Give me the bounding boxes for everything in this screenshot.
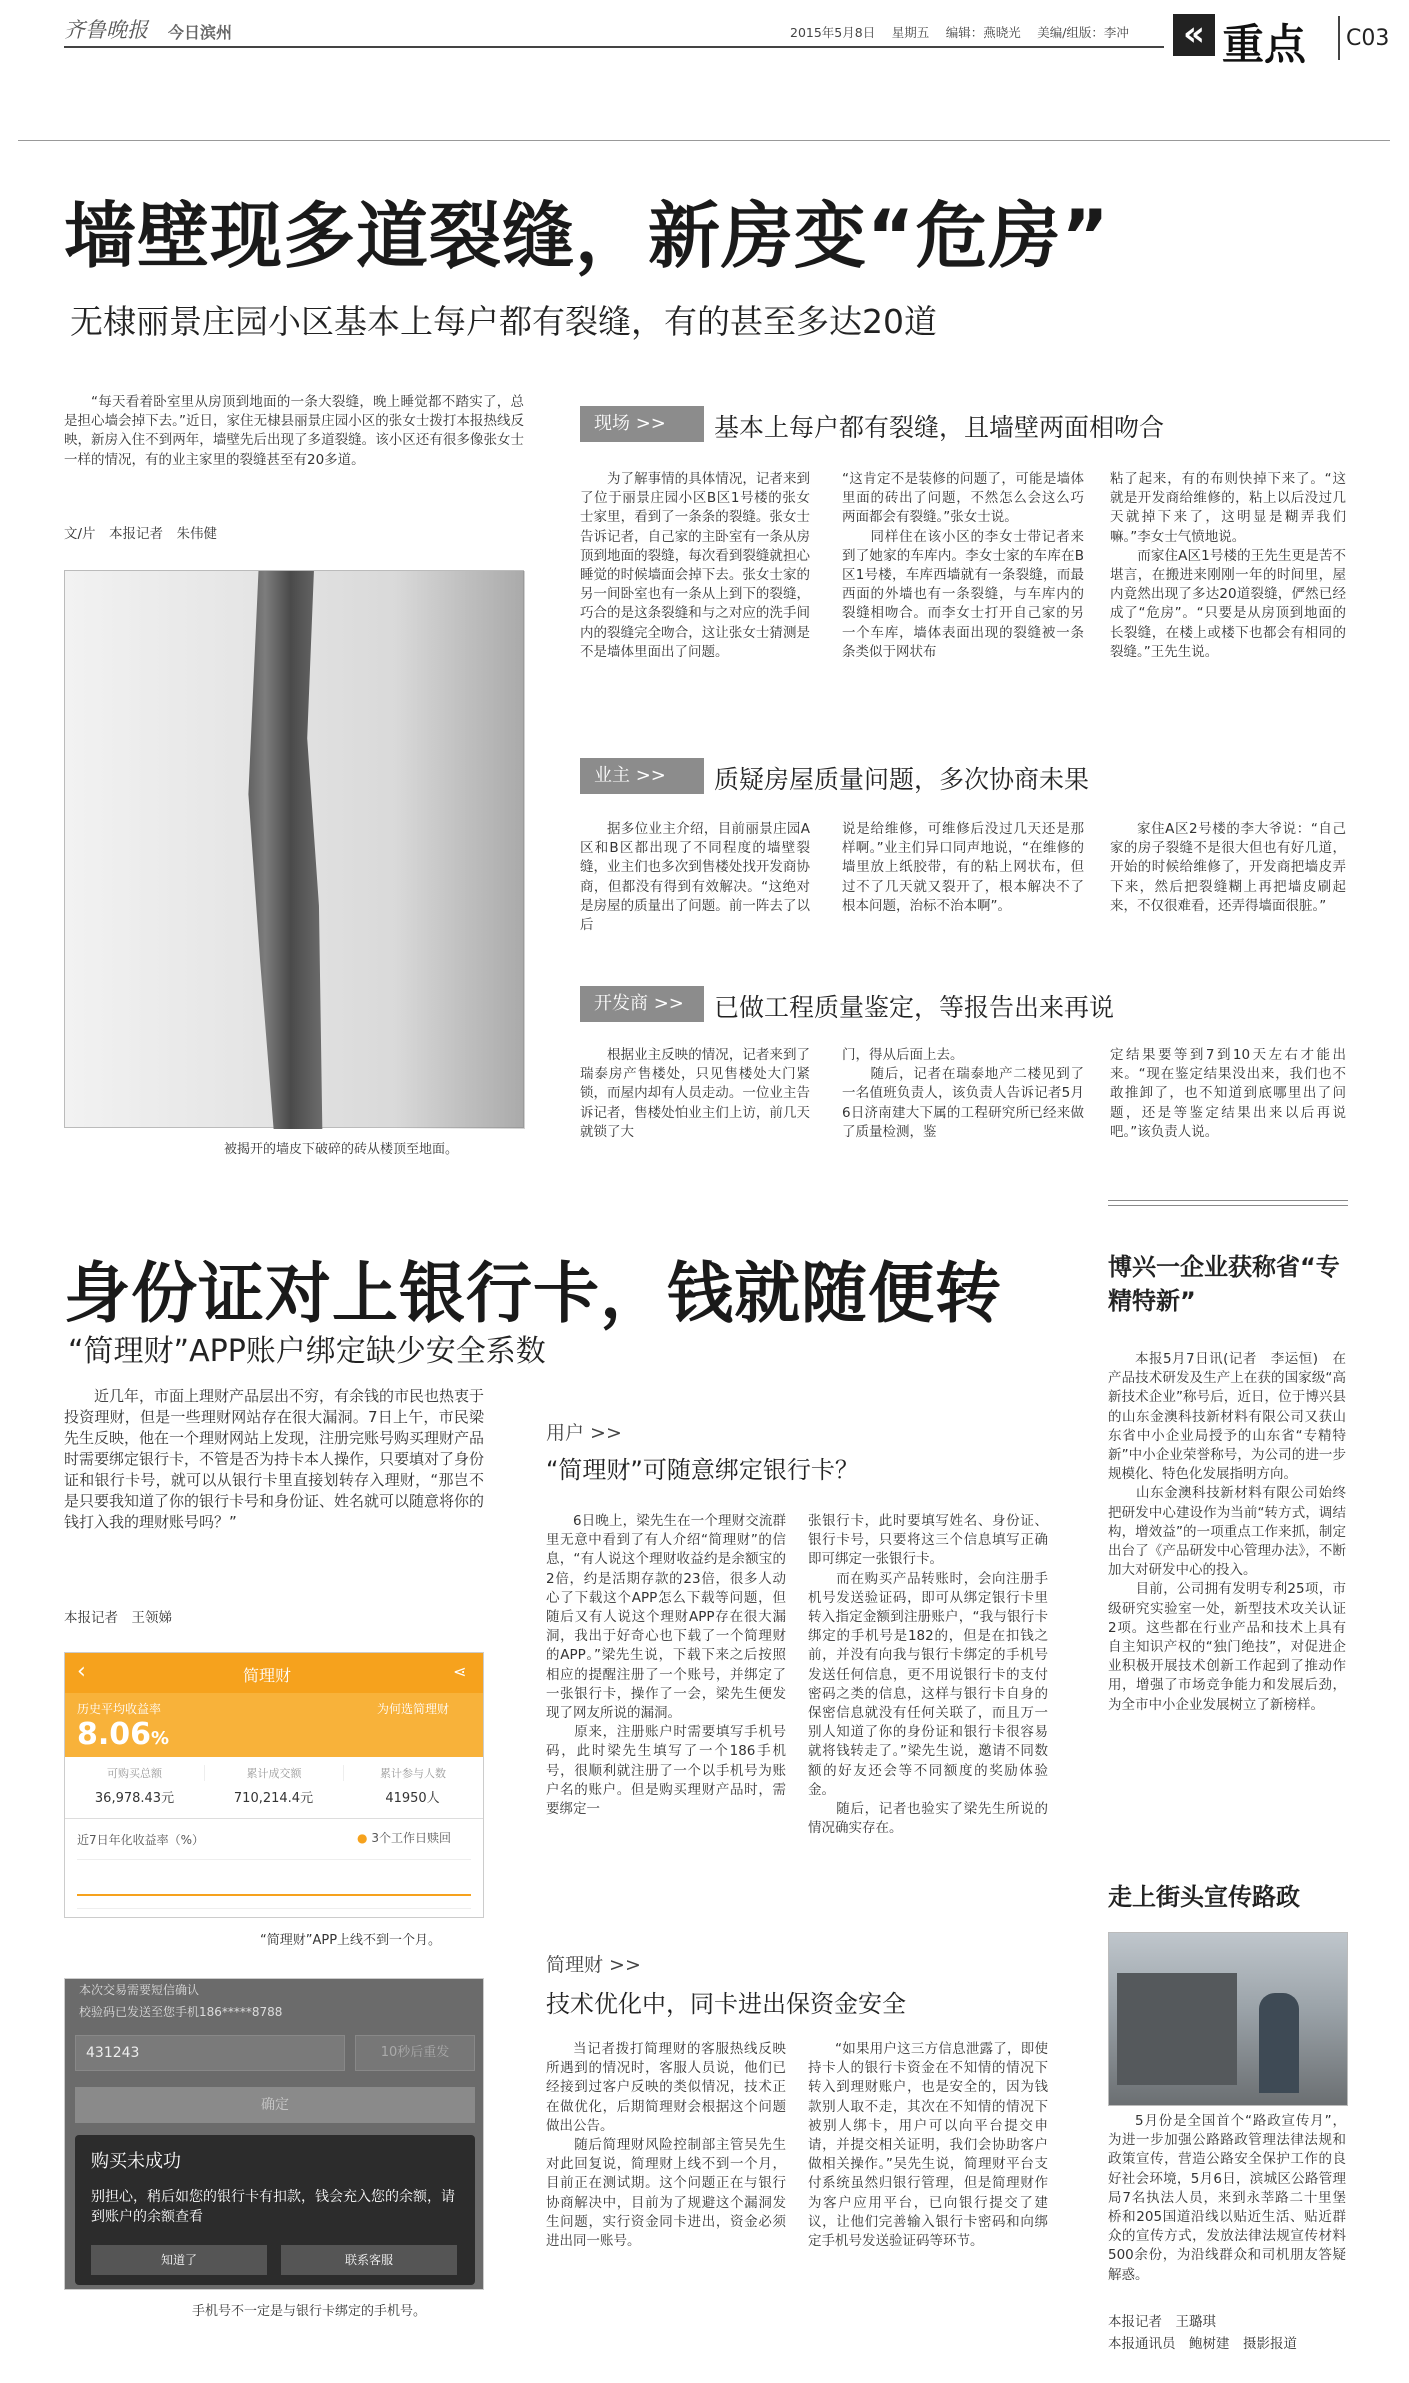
stat-value-1: 36,978.43元: [94, 1791, 175, 1806]
heading-scene: 基本上每户都有裂缝，且墙壁两面相吻合: [714, 413, 1165, 442]
app-screenshot-home: [64, 1652, 484, 1918]
sidebar2-byline1: 本报记者 王璐琪: [1108, 2314, 1216, 2330]
photo-caption: 被揭开的墙皮下破碎的砖从楼顶至地面。: [224, 1142, 459, 1157]
double-chevron-icon: «: [1173, 14, 1215, 56]
confirm-button[interactable]: 确定: [75, 2087, 475, 2123]
redeem-note-text: 3个工作日赎回: [371, 1831, 451, 1845]
why-link[interactable]: 为何选简理财: [377, 1702, 450, 1716]
designer: 美编/组版：李冲: [1037, 25, 1129, 40]
scene-col1: 为了解事情的具体情况，记者来到了位于丽景庄园小区B区1号楼的张女士家里，看到了一条条的裂缝。张女士告诉记者，自己家的主卧室有一条从房顶到地面的裂缝，每次看到裂缝就担心睡觉的时候墙面会掉下去。张女士家的另一间卧室也有一条从上到下的裂缝，巧合的是这条裂缝和与之对应的洗手间内的裂缝完全吻合，这让张女士猜测是不是墙体里面出了问题。: [580, 471, 810, 660]
jianlicai-col1: 当记者拨打简理财的客服热线反映所遇到的情况时，客服人员说，他们已经接到过客户反映的类似情况，技术正在做优化，后期简理财会根据这个问题做出公告。 随后简理财风险控制部主管吴先生对此回复说，简理财上线不到一个月，目前正在测试期。这个问题正在与银行协商解决中，目前为了规避这个漏洞发生问题，实行资金同卡进出，资金必须进出同一账号。: [546, 2041, 786, 2250]
heading-jianlicai: 技术优化中，同卡进出保资金安全: [546, 1990, 906, 2018]
clock-icon: ●: [357, 1831, 368, 1845]
stat-value-2: 710,214.4元: [233, 1791, 314, 1806]
fail-dialog: [75, 2135, 475, 2285]
back-arrow-icon[interactable]: ‹: [77, 1659, 86, 1684]
app-screenshot-fail: [64, 1978, 484, 2290]
top-rule: [18, 140, 1390, 141]
story2-subtitle: “简理财”APP账户绑定缺少安全系数: [68, 1334, 546, 1369]
crack-shape: [240, 571, 324, 1129]
stat-value-3: 41950人: [385, 1791, 440, 1806]
story2-title: 身份证对上银行卡，钱就随便转: [64, 1255, 1002, 1332]
user-col2: 张银行卡，此时要填写姓名、身份证、银行卡号，只要将这三个信息填写正确即可绑定一张银行卡。 而在购买产品转账时，会向注册手机号发送验证码，即可从绑定银行卡里转入指定金额到注册账户，“我与银行卡绑定的手机号是182的，但是在扣钱之前，并没有向我与银行卡绑定的手机号发送任何信息，更不用说银行卡的支付密码之类的信息，这样与银行卡自身的保密信息就没有任何关联了，而且万一别人知道了你的身份证和银行卡很容易就将钱转走了。”梁先生说，邀请不同数额的好友还会等不同额度的奖励体验金。 随后，记者也验实了梁先生所说的情况确实存在。: [808, 1513, 1048, 1837]
cracked-wall-photo: [64, 570, 524, 1128]
scene-col2: “这肯定不是装修的问题了，可能是墙体里面的砖出了问题，不然怎么会这么巧两面都会有裂缝。”张女士说。 同样住在该小区的李女士带记者来到了她家的车库内。李女士家的车库在B区1号楼，车库西墙就有一条裂缝，而最西面的外墙也有一条裂缝，与车库内的裂缝相吻合。而李女士打开自己家的另一个车库，墙体表面出现的裂缝被一条条类似于网状布: [842, 471, 1084, 660]
editor: 编辑：燕晓光: [945, 25, 1021, 40]
service-button[interactable]: 联系客服: [281, 2245, 457, 2275]
redeem-note: [357, 1829, 451, 1846]
heading-developer: 已做工程质量鉴定，等报告出来再说: [714, 993, 1115, 1022]
header-meta: [790, 23, 1129, 41]
app-title: 简理财: [243, 1666, 292, 1685]
hist-rate: [77, 1717, 169, 1752]
tag-scene: 现场 >>: [580, 406, 704, 442]
paper-logo: 齐鲁晚报: [64, 18, 148, 42]
share-icon[interactable]: ⋖: [453, 1662, 467, 1681]
page-number: C03: [1346, 26, 1390, 51]
hist-rate-unit: %: [151, 1728, 170, 1749]
sidebar2-title: 走上街头宣传路政: [1108, 1883, 1300, 1911]
developer-col1: 根据业主反映的情况，记者来到了瑞泰房产售楼处，只见售楼处大门紧锁，而屋内却有人员走动。一位业主告诉记者，售楼处怕业主们上访，前几天就锁了大: [580, 1047, 810, 1140]
sidebar-rule-2: [1108, 1205, 1348, 1206]
weekday: 星期五: [891, 25, 930, 40]
stat-label-2: 累计成交额: [204, 1765, 343, 1781]
owners-col1: 据多位业主介绍，目前丽景庄园A区和B区都出现了不同程度的墙壁裂缝，业主们也多次到售楼处找开发商协商，但都没有得到有效解决。“这绝对是房屋的质量出了问题。前一阵去了以后: [580, 821, 810, 934]
code-value: 431243: [86, 2045, 140, 2061]
jianlicai-col2: “如果用户这三方信息泄露了，即使持卡人的银行卡资金在不知情的情况下转入到理财账户，也是安全的，因为钱款别人取不走，其次在不知情的情况下被别人绑卡，用户可以向平台提交申请，并提交相关证明，我们会协助客户做相关操作。”吴先生说，简理财平台支付系统虽然归银行管理，但是简理财作为客户应用平台，已向银行提交了建议，让他们完善输入银行卡密码和向绑定手机号发送验证码等环节。: [808, 2041, 1048, 2250]
sidebar2-byline2: 本报通讯员 鲍树建 摄影报道: [1108, 2336, 1297, 2352]
hist-rate-value: 8.06: [77, 1717, 152, 1752]
developer-col3: 定结果要等到7到10天左右才能出来。“现在鉴定结果没出来，我们也不敢推卸了，也不知道到底哪里出了问题，还是等鉴定结果出来以后再说吧。”该负责人说。: [1110, 1047, 1346, 1140]
mini-chart: [77, 1859, 471, 1909]
mini-chart-line: [77, 1894, 471, 1896]
story2-byline: 本报记者 王领娣: [64, 1610, 172, 1626]
tag-owners: 业主 >>: [580, 758, 704, 794]
scene-col3: 粘了起来，有的布则快掉下来了。“这就是开发商给维修的，粘上以后没过几天就掉下来了，这明显是糊弄我们嘛。”李女士气愤地说。 而家住A区1号楼的王先生更是苦不堪言，在搬进来刚刚一年的时间里，屋内竟然出现了多达20道裂缝，俨然已经成了“危房”。“只要是从房顶到地面的长裂缝，在楼上或楼下也都会有相同的裂缝。”王先生说。: [1110, 471, 1346, 660]
user-col1: 6日晚上，梁先生在一个理财交流群里无意中看到了有人介绍“简理财”的信息，“有人说这个理财收益约是余额宝的2倍，约是活期存款的23倍，很多人动心了下载这个APP怎么下载等问题，但随后又有人说这个理财APP存在很大漏洞，我出于好奇心也下载了一个简理财的APP。”梁先生说，下载下来之后按照相应的提醒注册了一个账号，并绑定了一张银行卡，操作了一会，梁先生便发现了网友所说的漏洞。 原来，注册账户时需要填写手机号码，此时梁先生填写了一个186手机号，很顺利就注册了一个以手机号为账户名的账户。但是购买理财产品时，需要绑定一: [546, 1513, 786, 1818]
owners-col2: 说是给维修，可维修后没过几天还是那样啊。”业主们异口同声地说，“在维修的墙里放上纸胶带，有的粘上网状布，但过不了几天就又裂开了，根本解决不了根本问题，治标不治本啊”。: [842, 821, 1084, 914]
ok-button[interactable]: 知道了: [91, 2245, 267, 2275]
app2-caption: 手机号不一定是与银行卡绑定的手机号。: [192, 2304, 427, 2319]
column-title: 重点: [1222, 20, 1307, 69]
story2-lead: 近几年，市面上理财产品层出不穷，有余钱的市民也热衷于投资理财，但是一些理财网站存在很大漏洞。7日上午，市民梁先生反映，他在一个理财网站上发现，注册完账号购买理财产品时需要绑定银行卡，不管是否为持卡本人操作，只要填对了身份证和银行卡号，就可以从银行卡里直接划转存入理财，“那岂不是只要我知道了你的银行卡号和身份证、姓名就可以随意将你的钱打入我的理财账号吗？”: [64, 1387, 485, 1531]
hist-rate-label: 历史平均收益率: [77, 1702, 162, 1716]
officer-shape: [1259, 1993, 1299, 2093]
story1-title: 墙壁现多道裂缝，新房变“危房”: [64, 194, 1110, 278]
stats-row: [65, 1757, 483, 1819]
sidebar1-title: 博兴一企业获称省“专精特新”: [1108, 1253, 1340, 1315]
roadside-photo: [1108, 1932, 1348, 2106]
tag-jianlicai: 简理财 >>: [546, 1954, 641, 1976]
section-name: 今日滨州: [168, 23, 233, 42]
sidebar2-body: 5月份是全国首个“路政宣传月”，为进一步加强公路路政管理法律法规和政策宣传，营造公路安全保护工作的良好社会环境，5月6日，滨城区公路管理局7名执法人员，来到永莘路二十里堡桥和205国道沿线以贴近生活、贴近群众的宣传方式，发放法律法规宣传材料500余份，为沿线群众和司机朋友答疑解惑。: [1108, 2113, 1346, 2283]
sidebar1-body: 本报5月7日讯(记者 李运恒) 在产品技术研发及生产上在获的国家级“高新技术企业”称号后，近日，位于博兴县的山东金澳科技新材料有限公司又获山东省中小企业局授予的山东省“专精特新”中小企业荣誉称号，为公司的进一步规模化、特色化发展指明方向。 山东金澳科技新材料有限公司始终把研发中心建设作为当前“转方式，调结构，增效益”的一项重点工作来抓，制定出台了《产品研发中心管理办法》，不断加大对研发中心的投入。 目前，公司拥有发明专利25项，市级研究实验室一处，新型技术攻关认证2项。这些都在行业产品和技术上具有自主知识产权的“独门绝技”，对促进企业积极开展技术创新工作起到了推动作用，增强了市场竞争能力和发展后劲，为全市中小企业发展树立了新榜样。: [1108, 1351, 1346, 1713]
story1-lead: “每天看着卧室里从房顶到地面的一条大裂缝，晚上睡觉都不踏实了，总是担心墙会掉下去。”近日，家住无棣县丽景庄园小区的张女士拨打本报热线反映，新房入住不到两年，墙壁先后出现了多道裂缝。该小区还有很多像张女士一样的情况，有的业主家里的裂缝甚至有20多道。: [64, 394, 524, 468]
chart-label: 近7日年化收益率（%）: [77, 1833, 205, 1847]
owners-col3: 家住A区2号楼的李大爷说：“自己家的房子裂缝不是很大但也有好几道，开始的时候给维修了，开发商把墙皮弄下来，然后把裂缝糊上再把墙皮刷起来，不仅很难看，还弄得墙面很脏。”: [1110, 821, 1346, 914]
app1-caption: “简理财”APP上线不到一个月。: [260, 1933, 442, 1948]
sidebar-rule-1: [1108, 1200, 1348, 1201]
stat-label-3: 累计参与人数: [343, 1765, 482, 1781]
sms-sent: 校验码已发送至您手机186*****8788: [79, 2005, 283, 2019]
fail-message: 别担心，稍后如您的银行卡有扣款，钱会充入您的余额，请到账户的余额查看: [91, 2189, 455, 2225]
stat-label-1: 可购买总额: [107, 1767, 162, 1780]
code-input[interactable]: [75, 2035, 345, 2071]
wall-shadow: [395, 571, 525, 1129]
header-rule: [64, 46, 1164, 48]
truck-shape: [1117, 1973, 1237, 2085]
page-divider: [1338, 16, 1340, 60]
fail-title: 购买未成功: [91, 2151, 181, 2172]
heading-owners: 质疑房屋质量问题，多次协商未果: [714, 765, 1090, 794]
date: 2015年5月8日: [790, 25, 876, 40]
resend-button[interactable]: 10秒后重发: [355, 2035, 475, 2071]
heading-user: “简理财”可随意绑定银行卡？: [546, 1456, 859, 1484]
developer-col2: 门，得从后面上去。 随后，记者在瑞泰地产二楼见到了一名值班负责人，该负责人告诉记者5月6日济南建大下属的工程研究所已经来做了质量检测，鉴: [842, 1047, 1084, 1140]
rate-panel: [65, 1693, 483, 1757]
story1-subtitle: 无棣丽景庄园小区基本上每户都有裂缝，有的甚至多达20道: [70, 302, 937, 341]
sms-title: 本次交易需要短信确认: [79, 1983, 200, 1997]
story1-byline: 文/片 本报记者 朱伟健: [64, 526, 218, 542]
tag-user: 用户 >>: [546, 1422, 622, 1444]
app-titlebar: [65, 1653, 483, 1693]
tag-developer: 开发商 >>: [580, 986, 704, 1022]
